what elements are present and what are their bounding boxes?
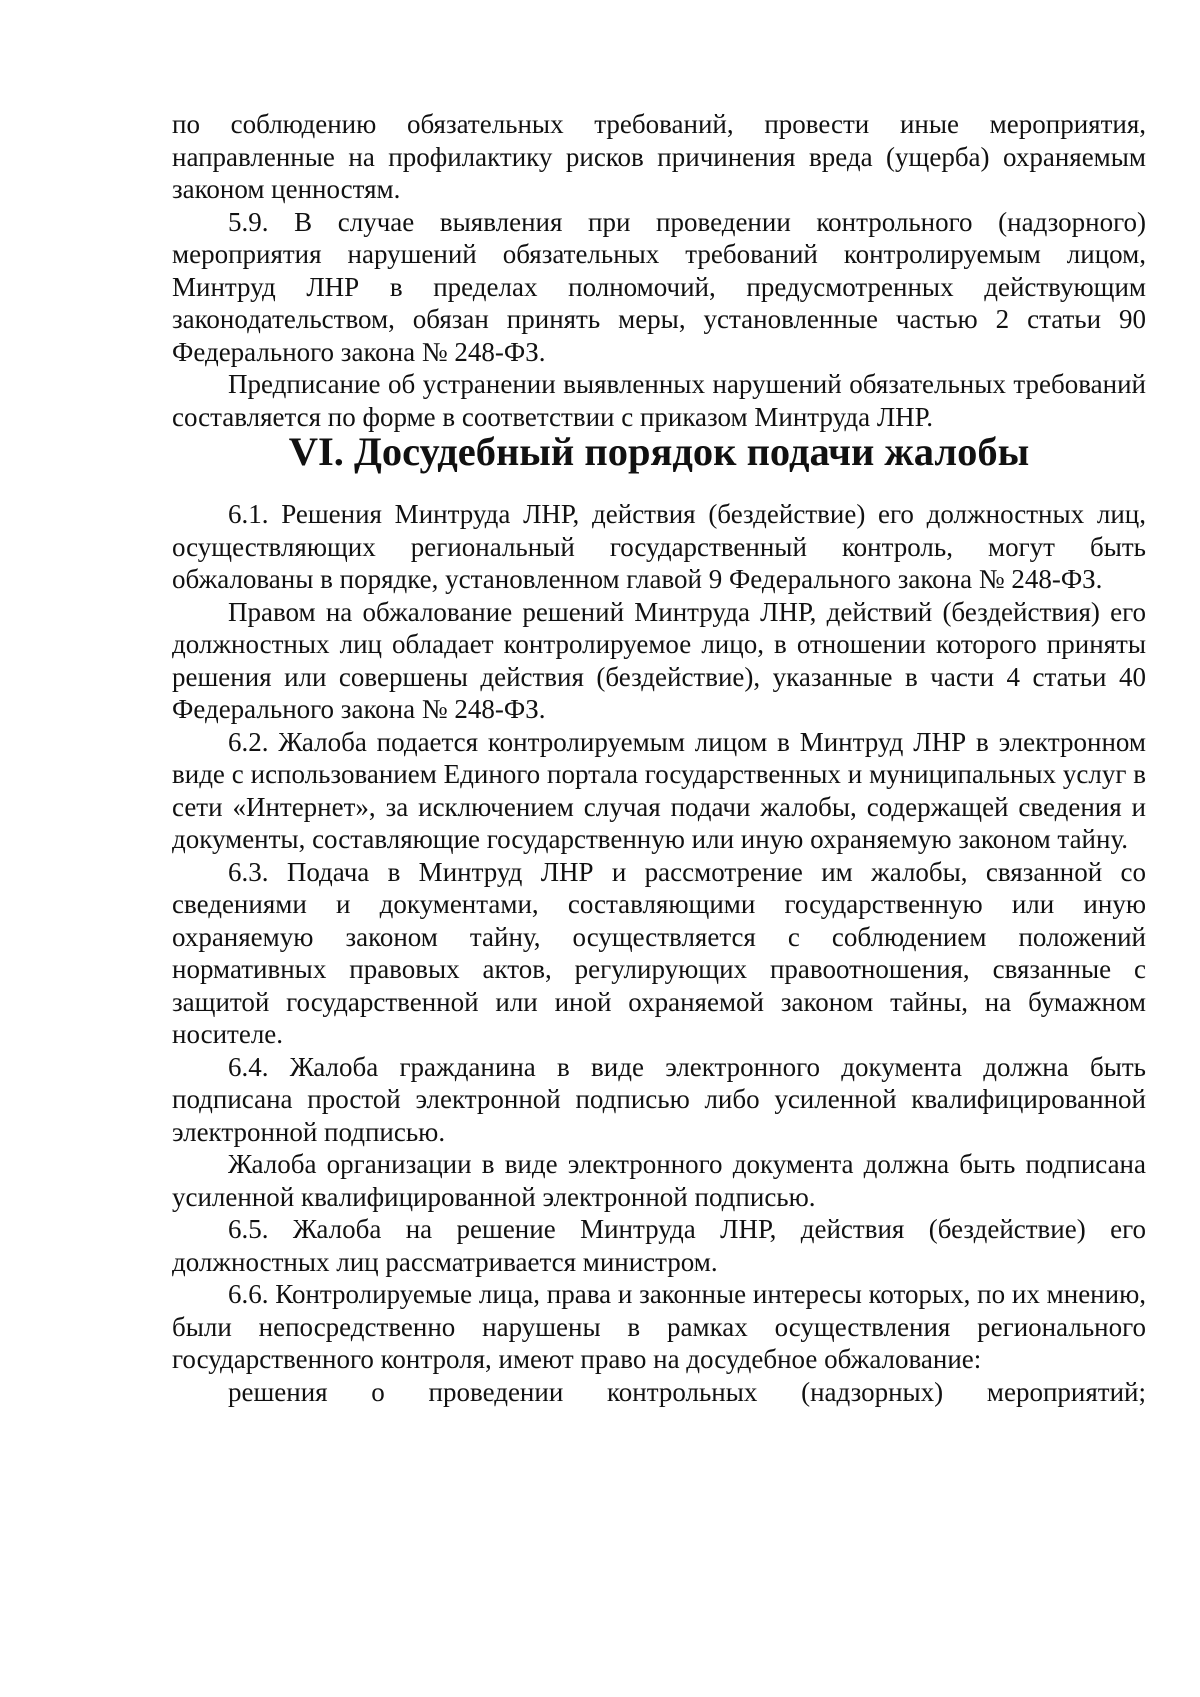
- paragraph-6-6: 6.6. Контролируемые лица, права и законные интересы которых, по их мнению, были непосредственно нарушены в рамках осуществления регионального государственного контроля, имеют право на досудебное обжалование:: [172, 1279, 1146, 1374]
- section-heading: VI. Досудебный порядок подачи жалобы: [288, 429, 1030, 474]
- paragraph-6-1: 6.1. Решения Минтруда ЛНР, действия (бездействие) его должностных лиц, осуществляющих региональный государственный контроль, могут быть обжалованы в порядке, установленном главой 9 Федерального закона № 248-ФЗ.: [172, 499, 1146, 594]
- paragraph-appeal-right: Правом на обжалование решений Минтруда ЛНР, действий (бездействия) его должностных лиц обладает контролируемое лицо, в отношении которого приняты решения или совершены действия (бездействие), указанные в части 4 статьи 40 Федерального закона № 248-ФЗ.: [172, 596, 1146, 724]
- paragraph-5-9: 5.9. В случае выявления при проведении контрольного (надзорного) мероприятия нарушений обязательных требований контролируемым лицом, Минтруд ЛНР в пределах полномочий, предусмотренных действующим законодательством, обязан принять меры, установленные частью 2 статьи 90 Федерального закона № 248-ФЗ.: [172, 206, 1146, 367]
- paragraph-6-2: 6.2. Жалоба подается контролируемым лицом в Минтруд ЛНР в электронном виде с использованием Единого портала государственных и муниципальных услуг в сети «Интернет», за исключением случая подачи жалобы, содержащей сведения и документы, составляющие государственную или иную охраняемую законом тайну.: [172, 726, 1146, 854]
- bottom-text-block: [172, 498, 1146, 1408]
- top-text-block: [172, 108, 1146, 433]
- paragraph-decision-item: решения о проведении контрольных (надзорных) мероприятий;: [228, 1376, 1146, 1407]
- paragraph-6-4: 6.4. Жалоба гражданина в виде электронного документа должна быть подписана простой электронной подписью либо усиленной квалифицированной электронной подписью.: [172, 1051, 1146, 1147]
- paragraph-continuation: по соблюдению обязательных требований, провести иные мероприятия, направленные на профилактику рисков причинения вреда (ущерба) охраняемым законом ценностям.: [172, 109, 1146, 204]
- paragraph-6-5: 6.5. Жалоба на решение Минтруда ЛНР, действия (бездействие) его должностных лиц рассматривается министром.: [172, 1214, 1146, 1277]
- paragraph-prescription: Предписание об устранении выявленных нарушений обязательных требований составляется по форме в соответствии с приказом Минтруда ЛНР.: [172, 369, 1146, 432]
- paragraph-6-3: 6.3. Подача в Минтруд ЛНР и рассмотрение им жалобы, связанной со сведениями и документами, составляющими государственную или иную охраняемую законом тайну, осуществляется с соблюдением положений нормативных правовых актов, регулирующих правоотношения, связанные с защитой государственной или иной охраняемой законом тайны, на бумажном носителе.: [172, 856, 1146, 1049]
- paragraph-organization-complaint: Жалоба организации в виде электронного документа должна быть подписана усиленной квалифицированной электронной подписью.: [172, 1149, 1146, 1212]
